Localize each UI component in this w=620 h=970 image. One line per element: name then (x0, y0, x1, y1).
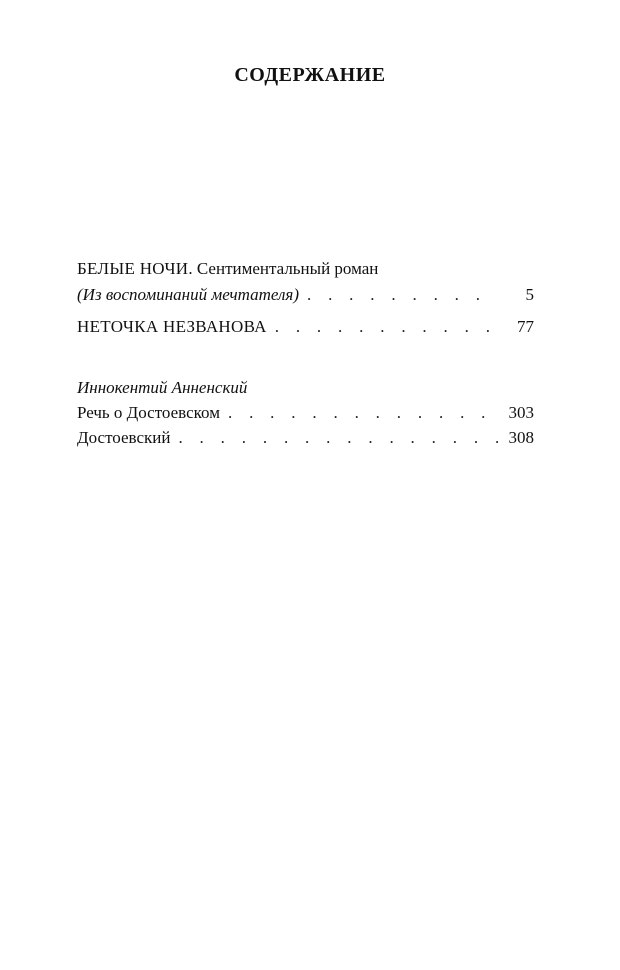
toc-entry-belye-nochi (77, 256, 534, 308)
toc-entry-page-number: 308 (508, 428, 534, 447)
toc-entry-line (77, 314, 534, 340)
dot-leader (275, 314, 498, 340)
toc-entry-title: НЕТОЧКА НЕЗВАНОВА (77, 317, 267, 336)
toc-entry-subtitle-line (77, 282, 534, 308)
toc-entry-title (77, 256, 378, 282)
dot-leader (228, 400, 498, 426)
toc-entry-page-number: 303 (508, 403, 534, 422)
dot-leader (307, 282, 498, 308)
toc-entry-speech (77, 400, 534, 426)
toc-entry-title-rest: . Сентиментальный роман (188, 259, 379, 278)
toc-entry-page-number: 5 (525, 285, 534, 304)
toc-entry-page-number: 77 (517, 317, 534, 336)
page-title: СОДЕРЖАНИЕ (234, 64, 386, 86)
toc-entry-title-line (77, 256, 534, 282)
toc-entry-title: Речь о Достоевском (77, 403, 220, 422)
toc-entry-dostoevsky (77, 425, 534, 451)
dot-leader (178, 425, 498, 451)
toc-entry-netochka (77, 314, 534, 340)
toc-entry-line (77, 425, 534, 451)
toc-entry-line (77, 400, 534, 426)
toc-entry-title-caps: БЕЛЫЕ НОЧИ (77, 259, 189, 278)
section-author: Иннокентий Анненский (77, 378, 248, 397)
toc-entry-subtitle: (Из воспоминаний мечтателя) (77, 285, 299, 304)
toc-entry-title: Достоевский (77, 428, 171, 447)
